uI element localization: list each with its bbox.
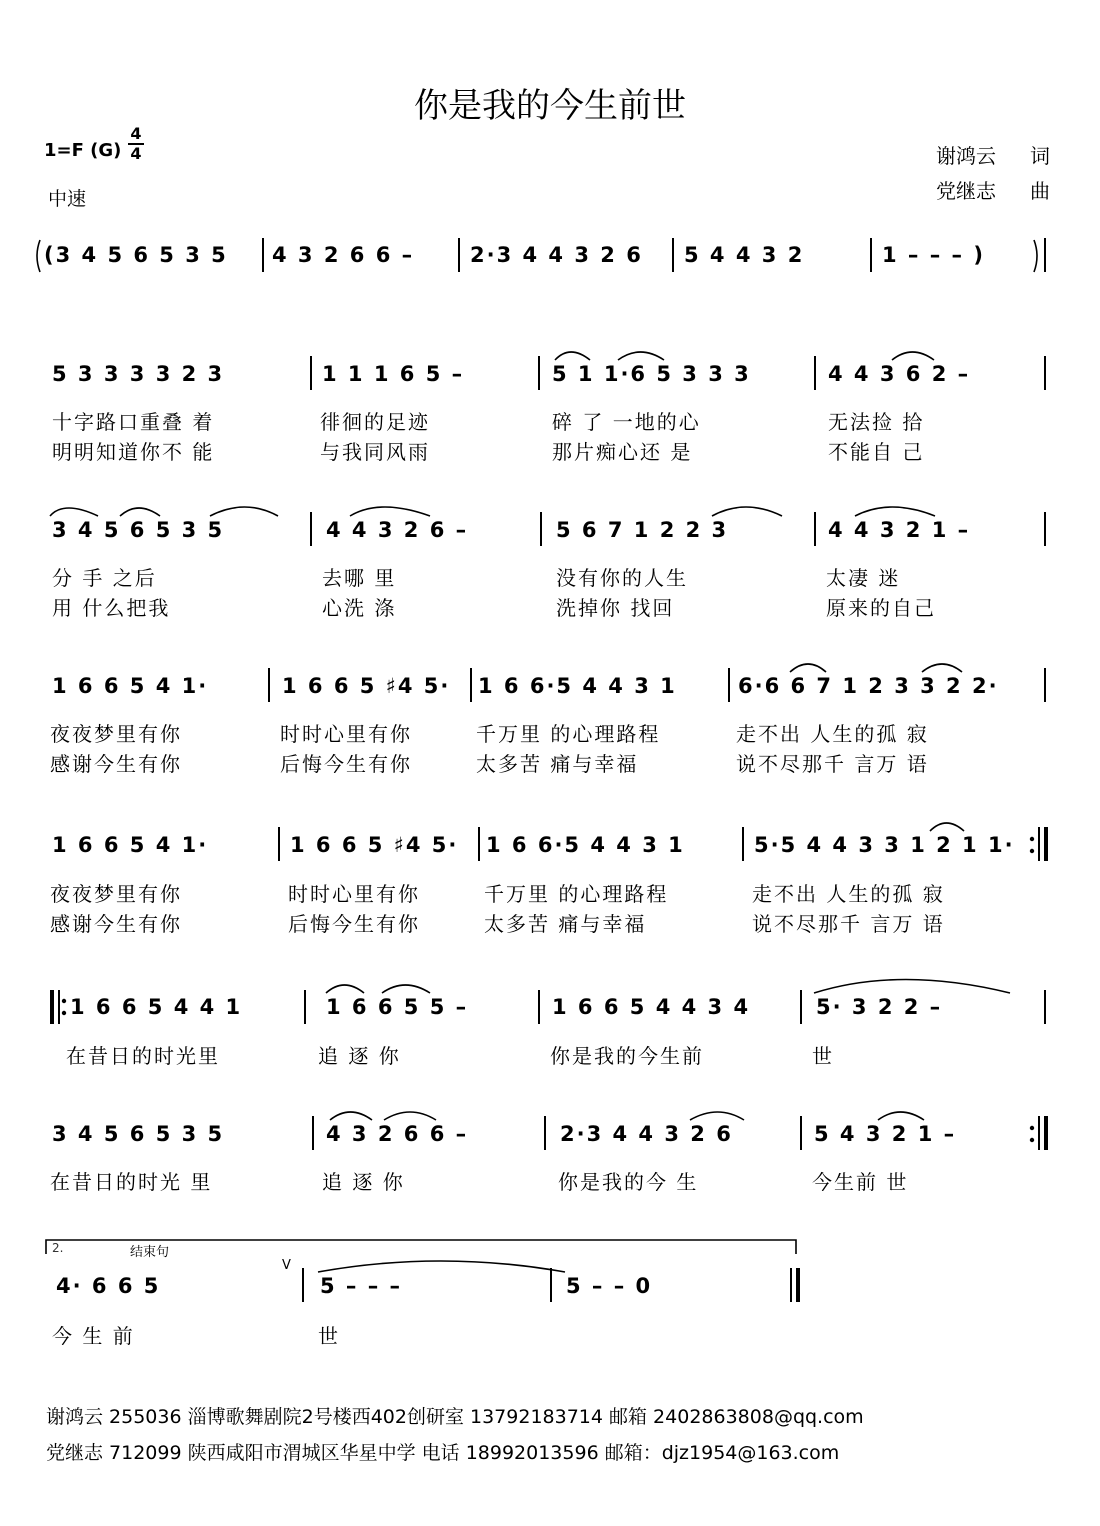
- measure: 4 4 3 2 1 –: [828, 518, 971, 542]
- lyric: 世: [812, 1044, 834, 1068]
- lyric: 在昔日的时光里: [66, 1044, 220, 1068]
- lyric: 夜夜梦里有你: [50, 722, 182, 746]
- lyric: 感谢今生有你: [50, 912, 182, 936]
- measure: 5 6 7 1 2 2 3: [556, 518, 729, 542]
- lyric: 用 什么把我: [52, 596, 171, 620]
- measure: 5 – – –: [320, 1274, 403, 1298]
- lyric: 与我同风雨: [320, 440, 430, 464]
- lyric: 太多苦 痛与幸福: [484, 912, 647, 936]
- composer-name: 党继志: [936, 179, 996, 203]
- lyric: 今 生 前: [52, 1324, 135, 1348]
- lyric: 原来的自己: [826, 596, 936, 620]
- lyric: 后悔今生有你: [280, 752, 412, 776]
- measure: 1 6 6 5 ♯4 5·: [282, 674, 451, 698]
- measure: 5 4 4 3 2: [684, 243, 805, 267]
- measure: (3 4 5 6 5 3 5: [44, 243, 228, 267]
- lyric: 说不尽那千 言万 语: [736, 752, 929, 776]
- lyric: 不能自 己: [828, 440, 925, 464]
- lyric: 世: [318, 1324, 340, 1348]
- measure: 1 6 6·5 4 4 3 1: [478, 674, 677, 698]
- lyric: 时时心里有你: [288, 882, 420, 906]
- lyric: 那片痴心还 是: [552, 440, 693, 464]
- lyric: 洗掉你 找回: [556, 596, 675, 620]
- measure: 1 1 1 6 5 –: [322, 362, 465, 386]
- measure: 1 – – – ): [882, 243, 985, 267]
- lyric: 在昔日的时光 里: [50, 1170, 213, 1194]
- key-signature: 1=F (G): [44, 140, 122, 161]
- measure: 1 6 6 5 ♯4 5·: [290, 833, 459, 857]
- lyric: 今生前 世: [812, 1170, 909, 1194]
- measure: 4 3 2 6 6 –: [272, 243, 415, 267]
- measure: 4 4 3 6 2 –: [828, 362, 971, 386]
- lyric: 没有你的人生: [556, 566, 688, 590]
- lyric: 心洗 涤: [322, 596, 397, 620]
- lyric: 千万里 的心理路程: [484, 882, 669, 906]
- measure: 1 6 6 5 4 1·: [52, 674, 209, 698]
- volta-label: 2.: [52, 1241, 64, 1255]
- song-title: 你是我的今生前世: [414, 86, 686, 126]
- lyric: 后悔今生有你: [288, 912, 420, 936]
- lyricist-contact: 谢鸿云 255036 淄博歌舞剧院2号楼西402创研室 13792183714 邮箱 2402863808@qq.com: [46, 1406, 864, 1428]
- lyric: 碎 了 一地的心: [552, 410, 701, 434]
- measure: 3 4 5 6 5 3 5: [52, 518, 225, 542]
- measure: 6·6 6 7 1 2 3 3 2 2·: [738, 674, 999, 698]
- measure: 1 6 6 5 4 1·: [52, 833, 209, 857]
- lyric: 走不出 人生的孤 寂: [736, 722, 929, 746]
- lyric: 十字路口重叠 着: [52, 410, 215, 434]
- measure: 4 3 2 6 6 –: [326, 1122, 469, 1146]
- lyric: 时时心里有你: [280, 722, 412, 746]
- measure: 1 6 6 5 4 4 3 4: [552, 995, 751, 1019]
- measure: 5 3 3 3 3 2 3: [52, 362, 225, 386]
- time-signature-bottom: 4: [130, 144, 142, 163]
- measure: 5 – – 0: [566, 1274, 653, 1298]
- lyric: 你是我的今生前: [550, 1044, 704, 1068]
- measure: 2·3 4 4 3 2 6: [560, 1122, 733, 1146]
- breath-mark: V: [282, 1258, 291, 1273]
- lyric: 徘徊的足迹: [320, 410, 430, 434]
- lyric: 无法捡 拾: [828, 410, 925, 434]
- composer-contact: 党继志 712099 陕西咸阳市渭城区华星中学 电话 18992013596 邮箱：djz1954@163.com: [46, 1442, 840, 1464]
- measure: 1 6 6 5 5 –: [326, 995, 469, 1019]
- tempo-marking: 中速: [48, 188, 87, 210]
- measure: 5· 3 2 2 –: [816, 995, 943, 1019]
- lyricist-name: 谢鸿云: [936, 144, 996, 168]
- time-signature-top: 4: [130, 124, 142, 143]
- measure: 1 6 6 5 4 4 1: [70, 995, 243, 1019]
- lyric: 追 逐 你: [318, 1044, 401, 1068]
- ending-label: 结束句: [130, 1245, 170, 1260]
- measure: 1 6 6·5 4 4 3 1: [486, 833, 685, 857]
- measure: 3 4 5 6 5 3 5: [52, 1122, 225, 1146]
- composer-role: 曲: [1030, 179, 1050, 203]
- lyric: 说不尽那千 言万 语: [752, 912, 945, 936]
- measure: 4 4 3 2 6 –: [326, 518, 469, 542]
- lyric: 太多苦 痛与幸福: [476, 752, 639, 776]
- lyric: 去哪 里: [322, 566, 397, 590]
- lyric: 千万里 的心理路程: [476, 722, 661, 746]
- measure: 5 4 3 2 1 –: [814, 1122, 957, 1146]
- lyric: 你是我的今 生: [558, 1170, 699, 1194]
- lyric: 走不出 人生的孤 寂: [752, 882, 945, 906]
- measure: 5 1 1·6 5 3 3 3: [552, 362, 751, 386]
- lyric: 感谢今生有你: [50, 752, 182, 776]
- lyric: 分 手 之后: [52, 566, 157, 590]
- measure: 4· 6 6 5: [56, 1274, 161, 1298]
- measure: 5·5 4 4 3 3 1 2 1 1·: [754, 833, 1015, 857]
- lyric: 夜夜梦里有你: [50, 882, 182, 906]
- lyric: 太凄 迷: [826, 566, 901, 590]
- measure: 2·3 4 4 3 2 6: [470, 243, 643, 267]
- lyric: 明明知道你不 能: [52, 440, 215, 464]
- lyric: 追 逐 你: [322, 1170, 405, 1194]
- lyricist-role: 词: [1030, 144, 1050, 168]
